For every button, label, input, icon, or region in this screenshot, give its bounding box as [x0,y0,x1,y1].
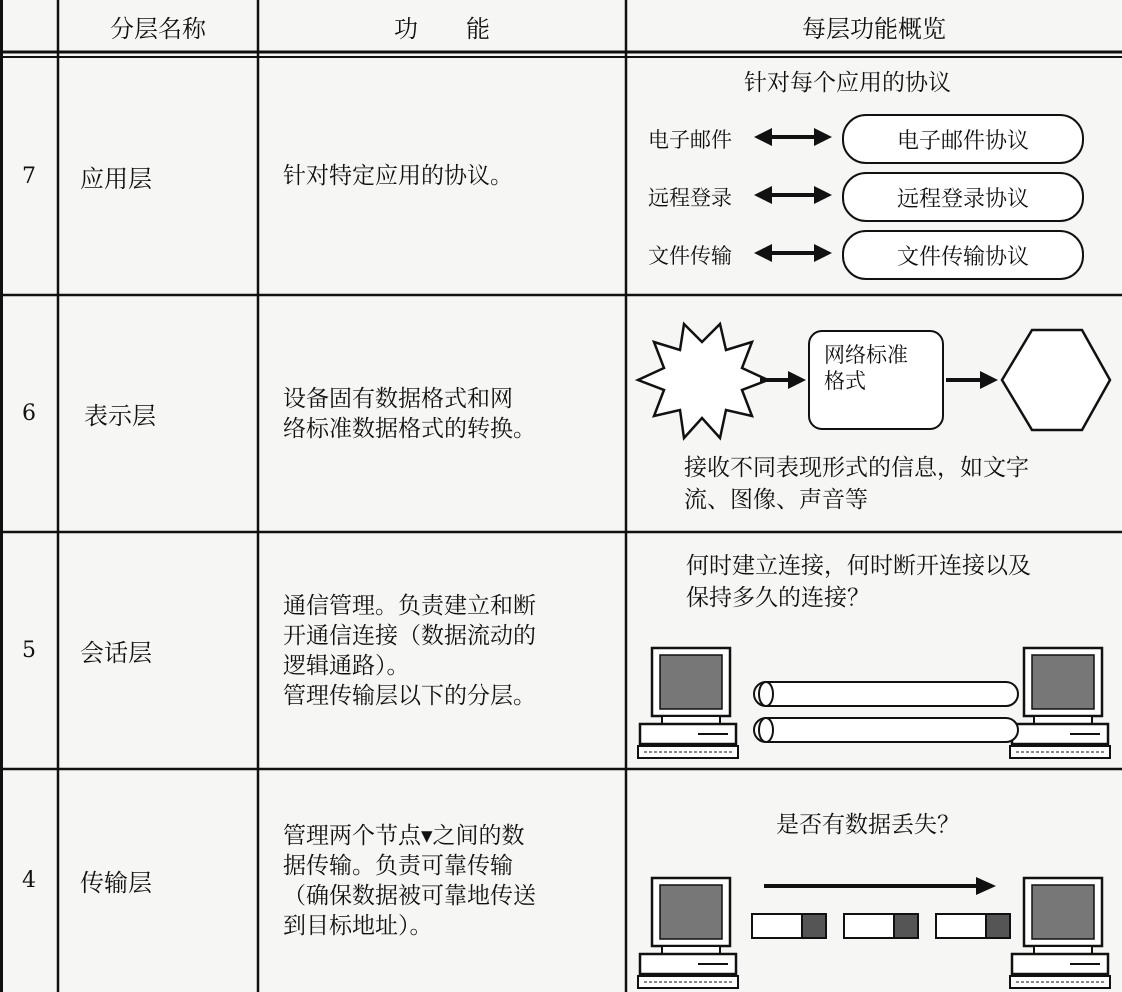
function-line: 针对特定应用的协议。 [283,163,513,189]
session-diagram [630,640,1120,766]
starburst-icon [638,324,768,438]
box-line: 网络标准 [824,343,908,367]
caption-line: 接收不同表现形式的信息，如文字 [684,455,1029,481]
computer-icon [1010,648,1110,758]
caption-line: 何时建立连接，何时断开连接以及 [686,553,1031,579]
function-line: 络标准数据格式的转换。 [283,415,536,442]
pipe-icon [754,718,1018,742]
packet-icon [936,914,1010,938]
layer-name: 传输层 [80,869,152,897]
protocol-pill: 文件传输协议 [842,230,1084,280]
layer-name: 应用层 [80,164,152,193]
header-layer-name: 分层名称 [110,14,206,43]
function-line: 据传输。负责可靠传输 [283,852,513,879]
function-line: 管理传输层以下的分层。 [283,682,536,709]
hexagon-icon [1002,330,1110,430]
overview-caption: 是否有数据丢失？ [776,812,960,838]
function-line: 开通信连接（数据流动的 [283,622,536,649]
protocol-pill: 电子邮件协议 [842,114,1084,164]
app-label: 电子邮件 [648,128,732,152]
arrow-right-icon [760,371,806,389]
function-line: （确保数据被可靠地传送 [283,882,536,909]
double-arrow-icon [754,186,832,204]
layer-name: 表示层 [84,402,156,430]
packet-icon [844,914,918,938]
function-line: 通信管理。负责建立和断 [283,592,536,619]
computer-icon [1010,878,1110,988]
function-line: 逻辑通路）。 [283,652,410,679]
double-arrow-icon [754,128,832,146]
double-arrow-icon [754,244,832,262]
layer-function [283,769,623,992]
layer-number: 6 [22,401,36,426]
overview-caption [686,550,1031,614]
overview-caption [684,452,1029,516]
arrow-right-icon [946,371,998,389]
app-label: 文件传输 [648,244,732,268]
caption-line: 保持多久的连接？ [686,585,870,611]
layer-number: 7 [22,163,36,189]
layer-function [283,295,623,532]
layer-number: 4 [22,868,36,893]
packet-icon [752,914,826,938]
layer-number: 5 [22,638,36,663]
header-overview: 每层功能概览 [802,14,946,43]
overview-title: 针对每个应用的协议 [744,70,951,96]
box-line: 格式 [824,369,866,393]
function-line: 到目标地址）。 [283,912,433,939]
transport-diagram [630,860,1120,990]
network-standard-format-box [808,330,944,430]
computer-icon [638,648,738,758]
function-line: 管理两个节点▾之间的数 [283,822,525,849]
layer-name: 会话层 [80,639,152,667]
arrow-right-icon [764,877,996,895]
pipe-icon [754,682,1018,706]
layer-function [283,532,623,769]
app-label: 远程登录 [648,186,732,210]
computer-icon [638,878,738,988]
protocol-pill: 远程登录协议 [842,172,1084,222]
header-function: 功 能 [394,14,490,43]
layer-function [283,57,623,295]
caption-line: 流、图像、声音等 [684,487,868,513]
function-line: 设备固有数据格式和网 [283,385,513,412]
double-arrows [752,120,836,280]
